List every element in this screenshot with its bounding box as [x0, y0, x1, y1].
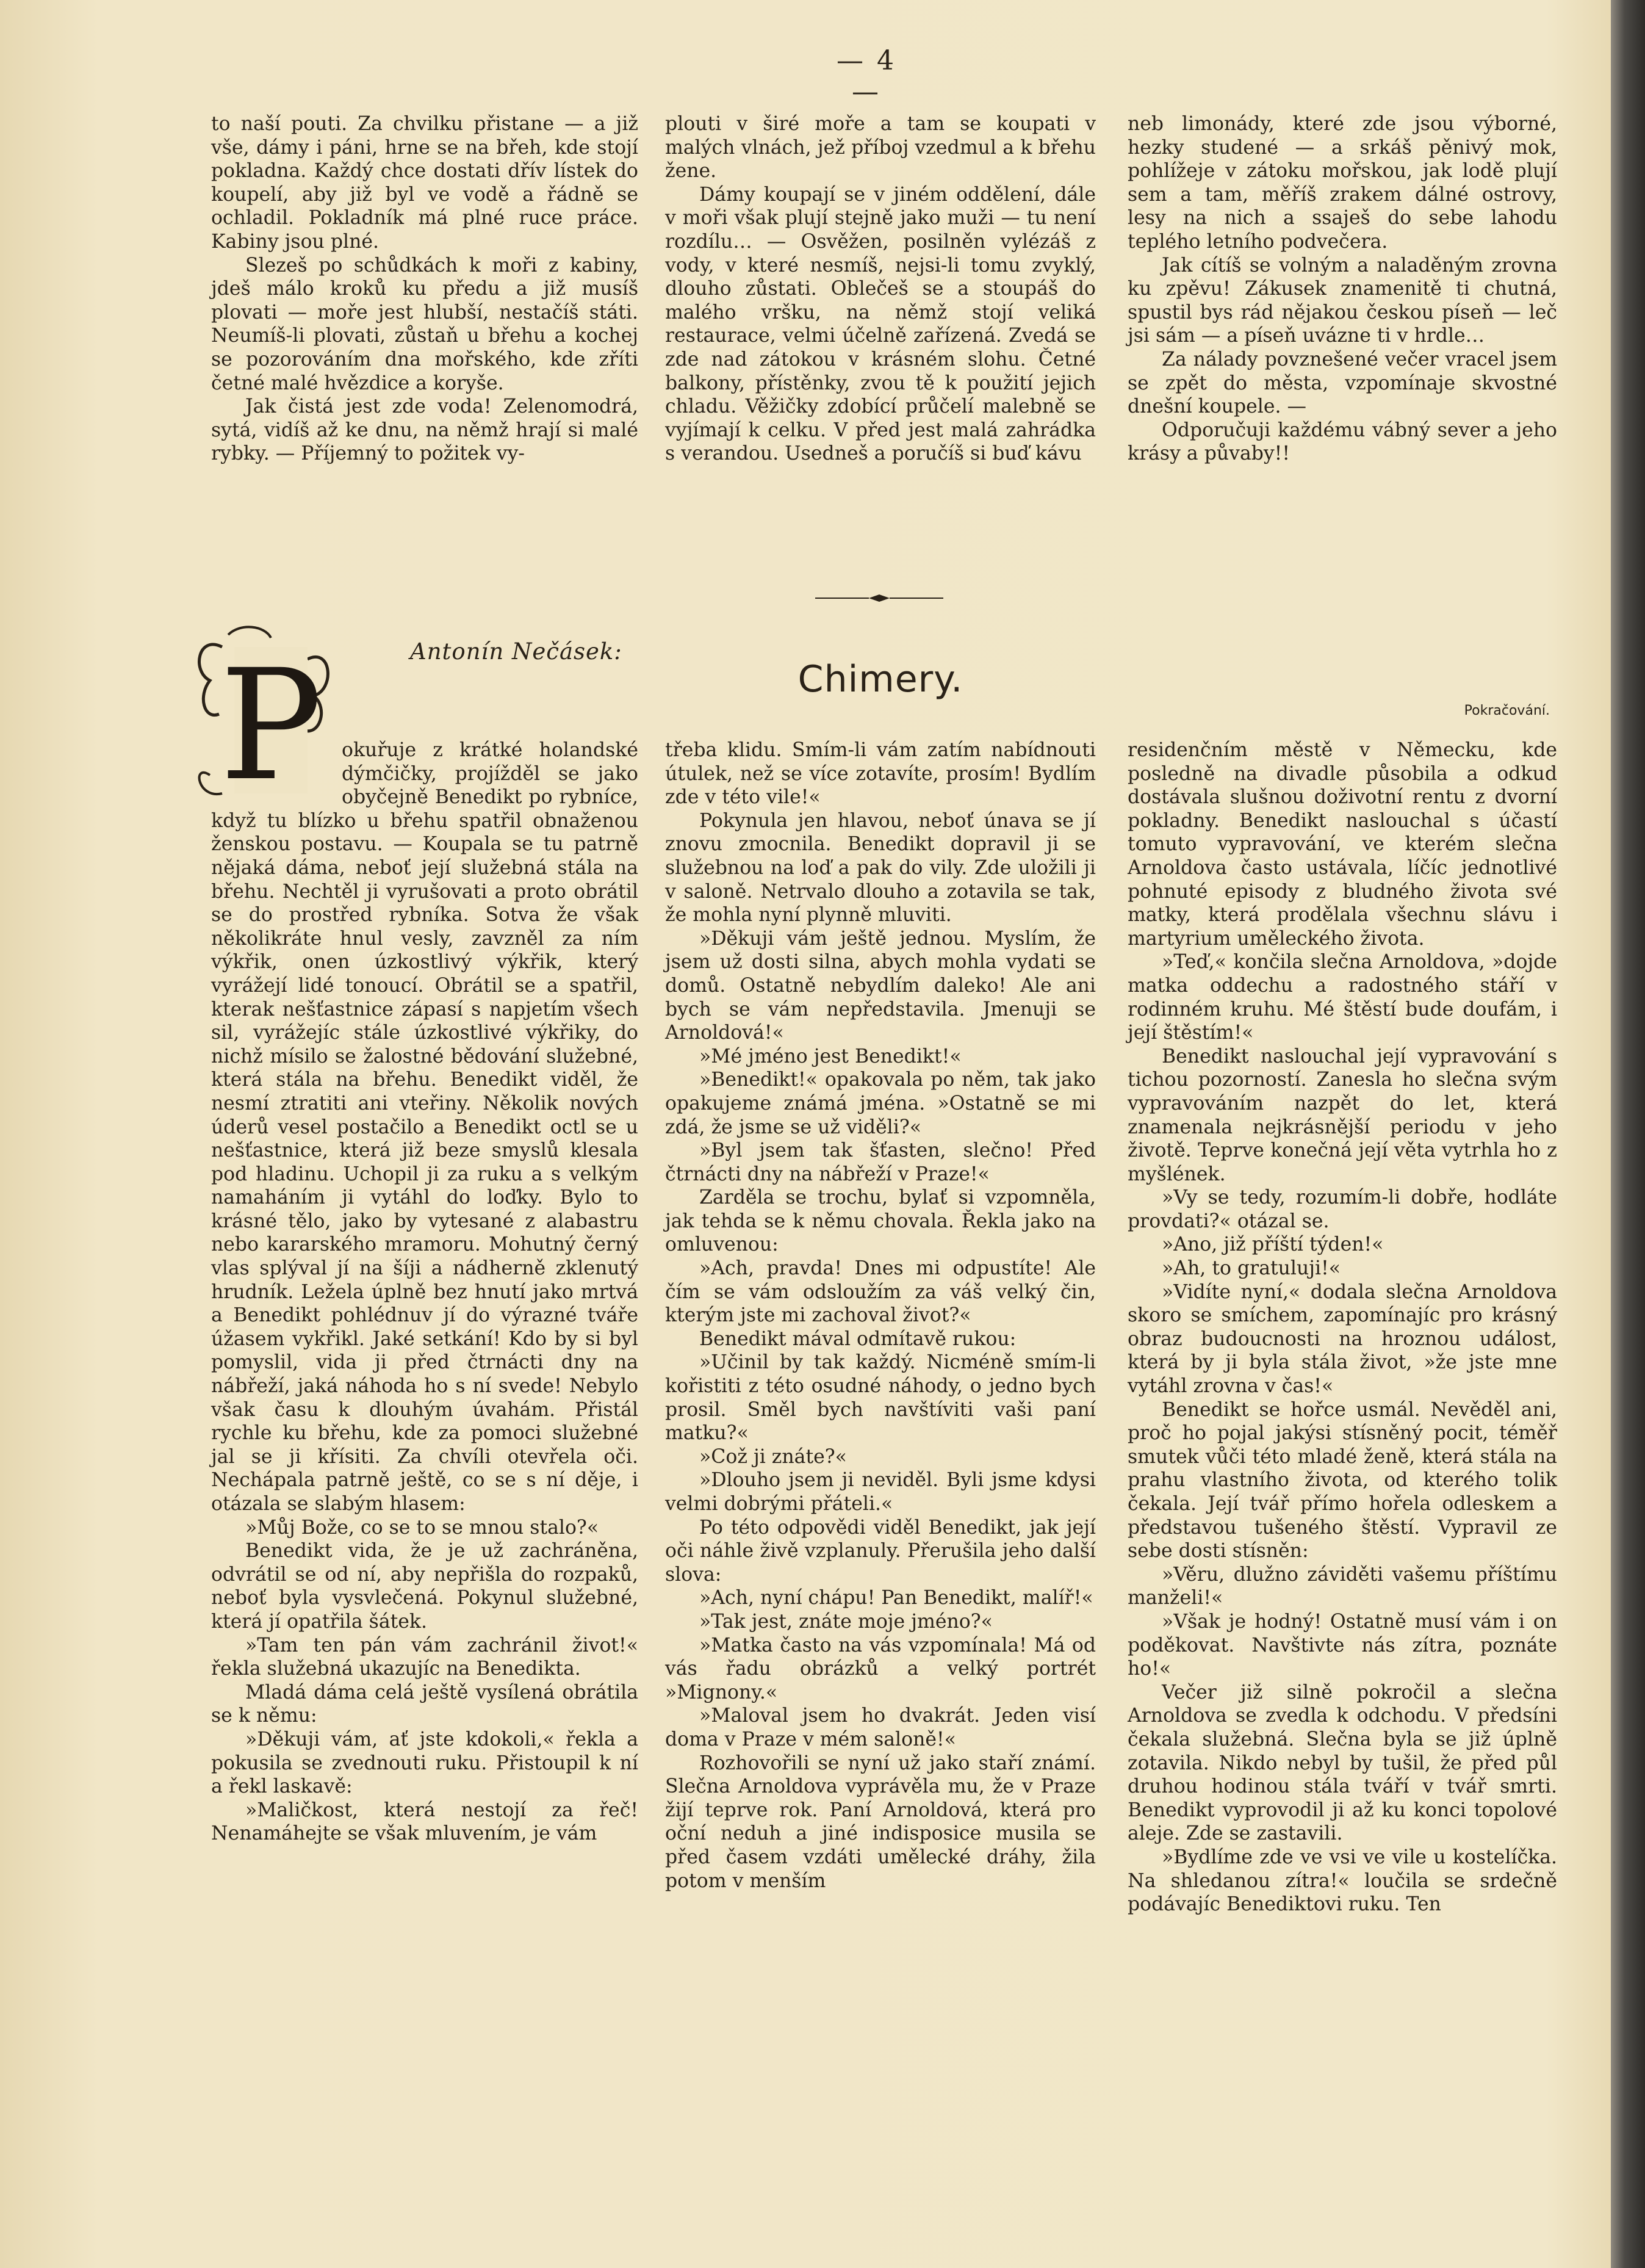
paragraph: Mladá dáma celá ještě vysílená obrátila se k němu: — [211, 1681, 638, 1727]
paragraph: »Ano, již příští týden!« — [1162, 1233, 1384, 1256]
paragraph: »Však je hodný! Ostatně musí vám i on poděkovat. Navštivte nás zítra, poznáte ho!« — [1128, 1610, 1557, 1680]
paragraph: »Věru, dlužno záviděti vašemu příštímu manželi!« — [1128, 1563, 1557, 1609]
travel-article-column-1 — [211, 112, 638, 466]
initial-letter: P — [219, 637, 323, 806]
paragraph: neb limonády, které zde jsou výborné, hezky studené — a srkáš pěnivý mok, pohlížeje v zátoku mořskou, jak lodě plují sem a tam, měříš zrakem dálné ostrovy, lesy na nich a ssaješ do sebe lahodu teplého letního podvečera. — [1128, 113, 1557, 253]
story-title: Chimery. — [797, 658, 963, 701]
paragraph: Benedikt se hořce usmál. Nevěděl ani, proč ho pojal jakýsi stísněný pocit, téměř smutek vůči této mladé ženě, která stála na prahu vlastního života, od kterého tolik čekala. Její tvář přímo hořela odleskem a představou tušeného štěstí. Vypravil ze sebe dosti stísněn: — [1128, 1398, 1557, 1562]
paragraph: »Ach, pravda! Dnes mi odpustíte! Ale čím se vám odsloužím za váš velký čin, kterým jste mi zachoval život?« — [665, 1257, 1096, 1327]
paragraph: Po této odpovědi viděl Benedikt, jak její oči náhle živě vzplanuly. Přerušila jeho další slova: — [665, 1516, 1096, 1586]
paragraph: Odporučuji každému vábný sever a jeho krásy a půvaby!! — [1128, 419, 1557, 465]
paragraph: Dámy koupají se v jiném oddělení, dále v moři však plují stejně jako muži — tu není rozdílu… — Osvěžen, posilněn vylézáš z vody, v které nesmíš, nejsi-li tomu zvyklý, dlouho zůstati. Oblečeš se a stoupáš do malého vršku, na němž stojí veliká restaurace, velmi účelně zařízená. Zvedá se zde nad zátokou v krásném slohu. Četné balkony, přístěnky, zvou tě k použití jejich chladu. Věžičky zdobící průčelí malebně se vyjímají k celku. V před jest malá zahrádka s verandou. Usedneš a poručíš si buď kávu — [665, 183, 1096, 465]
paragraph: »Můj Bože, co se to se mnou stalo?« — [245, 1516, 599, 1539]
paragraph: residenčním městě v Německu, kde posledně na divadle působila a odkud dostávala slušnou doživotní rentu z dvorní pokladny. Benedikt naslouchal s účastí tomuto vypravování, ve kterém slečna Arnoldova často ustávala, líčíc jednotlivé pohnuté episody z bludného života své matky, která prodělala všechnu slávu i martyrium uměleckého života. — [1128, 739, 1557, 950]
paragraph: Slezeš po schůdkách k moři z kabiny, jdeš málo kroků ku předu a již musíš plovati — moře jest hlubší, nestačíš státi. Neumíš-li plovati, zůstaň u břehu a kochej se pozorováním dna mořského, kde zříti četné malé hvězdice a koryše. — [211, 254, 638, 394]
paragraph: »Což ji znáte?« — [699, 1445, 847, 1468]
paragraph: »Maličkost, která nestojí za řeč! Nenamáhejte se však mluvením, je vám — [211, 1799, 638, 1845]
paragraph: »Mé jméno jest Benedikt!« — [699, 1045, 962, 1067]
paragraph: Benedikt mával odmítavě rukou: — [699, 1327, 1017, 1350]
paragraph: Benedikt naslouchal její vypravování s tichou pozorností. Zanesla ho slečna svým vypravováním nazpět do let, která znamenala nejkrásnější periodu v jeho životě. Teprve konečná její věta vytrhla ho z myšlének. — [1128, 1045, 1557, 1185]
paragraph: Benedikt vida, že je už zachráněna, odvrátil se od ní, aby nepřišla do rozpaků, neboť byla vysvlečená. Pokynul služebné, která jí opatřila šátek. — [211, 1540, 638, 1633]
paragraph: »Tak jest, znáte moje jméno?« — [699, 1610, 993, 1633]
paragraph: Večer již silně pokročil a slečna Arnoldova se zvedla k odchodu. V předsíni čekala služebná. Slečna byla se již úplně zotavila. Nikdo nebyl by tušil, že před půl druhou hodinou stála tváří v tvář smrti. Benedikt vyprovodil ji až ku konci topolové aleje. Zde se zastavili. — [1128, 1681, 1557, 1845]
story-author: Antonín Nečásek: — [410, 638, 622, 665]
paragraph: »Byl jsem tak šťasten, slečno! Před čtrnácti dny na nábřeží v Praze!« — [665, 1139, 1096, 1185]
paragraph: to naší pouti. Za chvilku přistane — a již vše, dámy i páni, hrne se na břeh, kde stojí pokladna. Každý chce dostati dřív lístek do koupelí, aby již byl ve vodě a řádně se ochladil. Pokladník má plné ruce práce. Kabiny jsou plné. — [211, 113, 638, 253]
scan-edge — [1611, 0, 1645, 2268]
paragraph: »Benedikt!« opakovala po něm, tak jako opakujeme známá jména. »Ostatně se mi zdá, že jsme se už viděli?« — [665, 1069, 1096, 1138]
paragraph: »Učinil by tak každý. Nicméně smím-li kořistiti z této osudné náhody, o jedno bych prosil. Směl bych navštíviti vaši paní matku?« — [665, 1351, 1096, 1445]
paragraph: Pokynula jen hlavou, neboť únava se jí znovu zmocnila. Benedikt dopravil ji se služebnou na loď a pak do vily. Zde uložili ji v saloně. Netrvalo dlouho a zotavila se tak, že mohla nyní plynně mluviti. — [665, 809, 1096, 926]
travel-article-column-2 — [665, 112, 1096, 466]
travel-article-column-3 — [1128, 112, 1557, 466]
paragraph: »Tam ten pán vám zachránil život!« řekla služebná ukazujíc na Benedikta. — [211, 1634, 638, 1680]
paragraph: »Ach, nyní chápu! Pan Benedikt, malíř!« — [699, 1587, 1093, 1609]
story-column-2 — [665, 739, 1096, 1893]
paragraph: »Vidíte nyní,« dodala slečna Arnoldova skoro se smíchem, zapomínajíc pro krásný obraz budoucnosti na hroznou událost, která by ji byla stála život, »že jste mne vytáhl zrovna v čas!« — [1128, 1280, 1557, 1398]
paragraph: plouti v širé moře a tam se koupati v malých vlnách, jež příboj vzedmul a k břehu žene. — [665, 113, 1096, 182]
ornamental-divider — [815, 593, 943, 603]
paragraph: Za nálady povznešené večer vracel jsem se zpět do města, vzpomínaje skvostné dnešní koupele. — — [1128, 348, 1557, 418]
paragraph: »Teď,« končila slečna Arnoldova, »dojde matka oddechu a radostného stáří v rodinném kruhu. Mé štěstí bude doufám, i její štěstím!« — [1128, 951, 1557, 1044]
ornamental-initial-p — [185, 623, 337, 806]
paragraph: Jak čistá jest zde voda! Zelenomodrá, sytá, vidíš až ke dnu, na němž hrají si malé rybky. — Příjemný to požitek vy- — [211, 395, 638, 465]
paragraph: »Dlouho jsem ji neviděl. Byli jsme kdysi velmi dobrými přáteli.« — [665, 1469, 1096, 1515]
paragraph: Rozhovořili se nyní už jako staří známí. Slečna Arnoldova vyprávěla mu, že v Praze žijí teprve rok. Paní Arnoldová, která pro oční neduh a jiné indisposice musila se před časem vzdáti umělecké dráhy, žila potom v menším — [665, 1752, 1096, 1892]
continuation-note: Pokračování. — [1464, 703, 1550, 718]
paragraph: »Matka často na vás vzpomínala! Má od vás řadu obrázků a velký portrét »Mignony.« — [665, 1634, 1096, 1703]
paragraph: okuřuje z krátké holandské dýmčičky, projížděl se jako obyčejně Benedikt po rybníce, když tu blízko u břehu spatřil obnaženou ženskou postavu. — Koupala se tu patrně nějaká dáma, neboť její služebná stála na břehu. Nechtěl ji vyrušovati a proto obrátil se do prostřed rybníka. Sotva že však několikráte hnul vesly, zavzněl za ním výkřik, onen úzkostlivý výkřik, který vyrážejí lidé tonoucí. Obrátil se a spatřil, kterak nešťastnice zápasí s napjetím všech sil, vyrážejíc stále úzkostlivé výkřiky, do nichž mísilo se žalostné bědování služebné, která stála na břehu. Benedikt viděl, že nesmí ztratiti ani vteřiny. Několik nových úderů vesel postačilo a Benedikt octl se u nešťastnice, která již beze smyslů klesala pod hladinu. Uchopil ji za ruku a s velkým namaháním ji vytáhl do loďky. Bylo to krásné tělo, jako by vytesané z alabastru nebo kararského mramoru. Mohutný černý vlas splýval jí na šíji a nádherně zklenutý hrudník. Ležela úplně bez hnutí jako mrtvá a Benedikt pohlédnuv jí do výrazné tváře úžasem vykřikl. Jaké setkání! Kdo by si byl pomyslil, vida ji před čtrnácti dny na nábřeží, jaká náhoda ho s ní svede! Nebylo však času k dlouhým úvahám. Přistál rychle ku břehu, kde za pomoci služebné jal se ji křísiti. Za chvíli otevřela oči. Nechápala patrně ještě, co se s ní děje, i otázala se slabým hlasem: — [211, 739, 638, 1515]
paragraph: »Maloval jsem ho dvakrát. Jeden visí doma v Praze v mém saloně!« — [665, 1705, 1096, 1750]
story-column-3 — [1128, 739, 1557, 1916]
paragraph: třeba klidu. Smím-li vám zatím nabídnouti útulek, než se více zotavíte, prosím! Bydlím zde v této vile!« — [665, 739, 1096, 809]
paragraph: »Bydlíme zde ve vsi ve vile u kostelíčka. Na shledanou zítra!« loučila se srdečně podávajíc Benediktovi ruku. Ten — [1128, 1846, 1557, 1916]
page-number: — 4 — — [837, 45, 896, 107]
paragraph: »Děkuji vám ještě jednou. Myslím, že jsem už dosti silna, abych mohla vydati se domů. Ostatně nebydlím daleko! Ale ani bych se vám nepředstavila. Jmenuji se Arnoldová!« — [665, 927, 1096, 1044]
paragraph: Zarděla se trochu, bylať si vzpomněla, jak tehda se k němu chovala. Řekla jako na omluvenou: — [665, 1186, 1096, 1256]
paragraph: »Děkuji vám, ať jste kdokoli,« řekla a pokusila se zvednouti ruku. Přistoupil k ní a řekl laskavě: — [211, 1728, 638, 1798]
paragraph: Jak cítíš se volným a naladěným zrovna ku zpěvu! Zákusek znamenitě ti chutná, spustil bys rád nějakou českou píseň — leč jsi sám — a píseň uvázne ti v hrdle… — [1128, 254, 1557, 347]
paragraph: »Vy se tedy, rozumím-li dobře, hodláte provdati?« otázal se. — [1128, 1186, 1557, 1232]
paragraph: »Ah, to gratuluji!« — [1162, 1257, 1341, 1280]
